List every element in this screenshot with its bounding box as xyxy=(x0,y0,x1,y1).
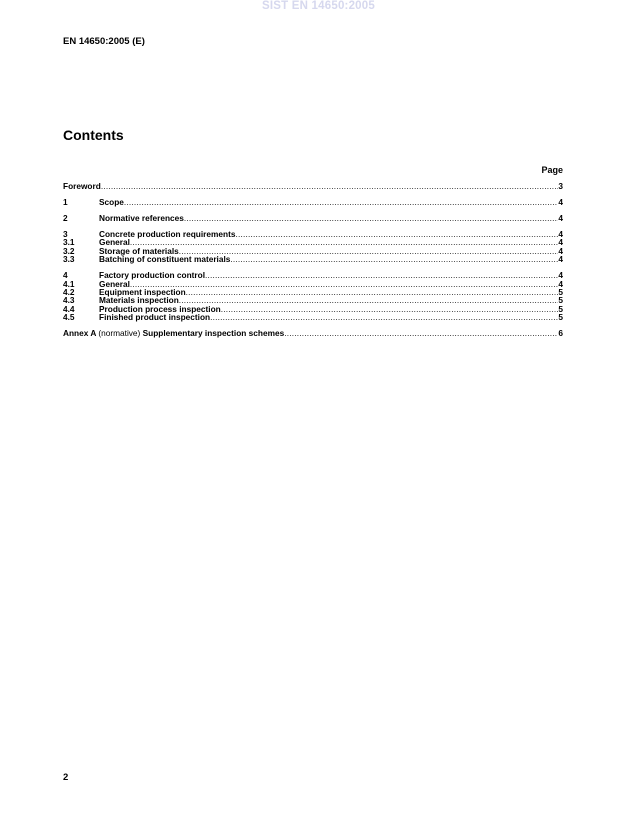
toc-entry-number: 4.5 xyxy=(63,312,75,323)
toc-entry-page: 4 xyxy=(558,254,563,265)
toc-entry-number: 3.3 xyxy=(63,254,75,265)
toc-entry-normative-references[interactable] xyxy=(63,214,563,222)
toc-entry-page: 5 xyxy=(558,312,563,323)
toc-entry-page: 4 xyxy=(558,278,563,289)
toc-entry-title: Finished product inspection xyxy=(99,312,211,323)
toc-leader-dots xyxy=(186,288,559,296)
toc-entry-number: 4 xyxy=(63,270,68,281)
toc-entry-title: General xyxy=(99,237,130,248)
toc-leader-dots xyxy=(221,305,559,313)
toc-annex-prefix: Annex A xyxy=(63,328,97,339)
toc-leader-dots xyxy=(130,238,558,246)
document-identifier: EN 14650:2005 (E) xyxy=(63,36,145,47)
toc-entry-title: General xyxy=(99,278,130,289)
toc-annex-note: (normative) xyxy=(98,328,141,339)
toc-entry-number: 4.2 xyxy=(63,286,75,297)
toc-entry-page: 5 xyxy=(558,295,563,306)
toc-leader-dots xyxy=(130,280,558,288)
toc-entry-page: 4 xyxy=(558,212,563,223)
toc-entry-title: Concrete production requirements xyxy=(99,228,236,239)
watermark: SIST EN 14650:2005 xyxy=(262,0,375,12)
toc-entry-number: 3.1 xyxy=(63,237,75,248)
toc-entry-number: 2 xyxy=(63,212,68,223)
toc-entry-page: 4 xyxy=(558,270,563,281)
toc-entry-page: 5 xyxy=(558,286,563,297)
toc-leader-dots xyxy=(235,230,558,238)
toc-entry-page: 3 xyxy=(558,181,563,191)
toc-entry-page: 4 xyxy=(558,237,563,248)
toc-entry-annex-a[interactable] xyxy=(63,329,563,337)
toc-entry-title: Foreword xyxy=(63,181,101,191)
toc-entry-foreword[interactable] xyxy=(63,182,563,190)
toc-entry-title: Factory production control xyxy=(99,270,206,281)
toc-leader-dots xyxy=(205,271,558,279)
toc-entry-page: 5 xyxy=(558,303,563,314)
table-of-contents xyxy=(63,182,563,337)
toc-entry-page: 6 xyxy=(558,328,563,339)
toc-leader-dots xyxy=(210,313,558,321)
toc-entry-number: 4.3 xyxy=(63,295,75,306)
toc-entry-number: 3 xyxy=(63,228,68,239)
toc-annex-title: Supplementary inspection schemes xyxy=(142,328,285,339)
toc-leader-dots xyxy=(184,214,559,222)
toc-leader-dots xyxy=(179,296,559,304)
toc-leader-dots xyxy=(101,182,559,190)
toc-entry-batching-of-constituent-materials[interactable] xyxy=(63,255,563,263)
toc-entry-finished-product-inspection[interactable] xyxy=(63,313,563,321)
page-number: 2 xyxy=(63,772,69,783)
toc-entry-title: Normative references xyxy=(99,212,184,223)
toc-leader-dots xyxy=(179,247,559,255)
page-column-label: Page xyxy=(541,165,563,175)
toc-entry-title: Storage of materials xyxy=(99,245,179,256)
toc-entry-scope[interactable] xyxy=(63,198,563,206)
toc-entry-page: 4 xyxy=(558,228,563,239)
contents-heading: Contents xyxy=(63,127,124,143)
toc-entry-title: Batching of constituent materials xyxy=(99,254,231,265)
toc-entry-number: 3.2 xyxy=(63,245,75,256)
toc-leader-dots xyxy=(124,198,558,206)
toc-entry-page: 4 xyxy=(558,196,563,207)
toc-entry-title: Scope xyxy=(99,196,124,207)
toc-entry-title: Materials inspection xyxy=(99,295,179,306)
toc-entry-number: 1 xyxy=(63,196,68,207)
toc-entry-title xyxy=(63,329,284,337)
toc-entry-number: 4.1 xyxy=(63,278,75,289)
toc-entry-page: 4 xyxy=(558,245,563,256)
toc-leader-dots xyxy=(284,329,558,337)
toc-entry-title: Production process inspection xyxy=(99,303,221,314)
toc-entry-factory-production-control[interactable] xyxy=(63,271,563,279)
toc-entry-number: 4.4 xyxy=(63,303,75,314)
toc-entry-concrete-production-requirements[interactable] xyxy=(63,230,563,238)
toc-entry-title: Equipment inspection xyxy=(99,286,186,297)
toc-leader-dots xyxy=(230,255,558,263)
